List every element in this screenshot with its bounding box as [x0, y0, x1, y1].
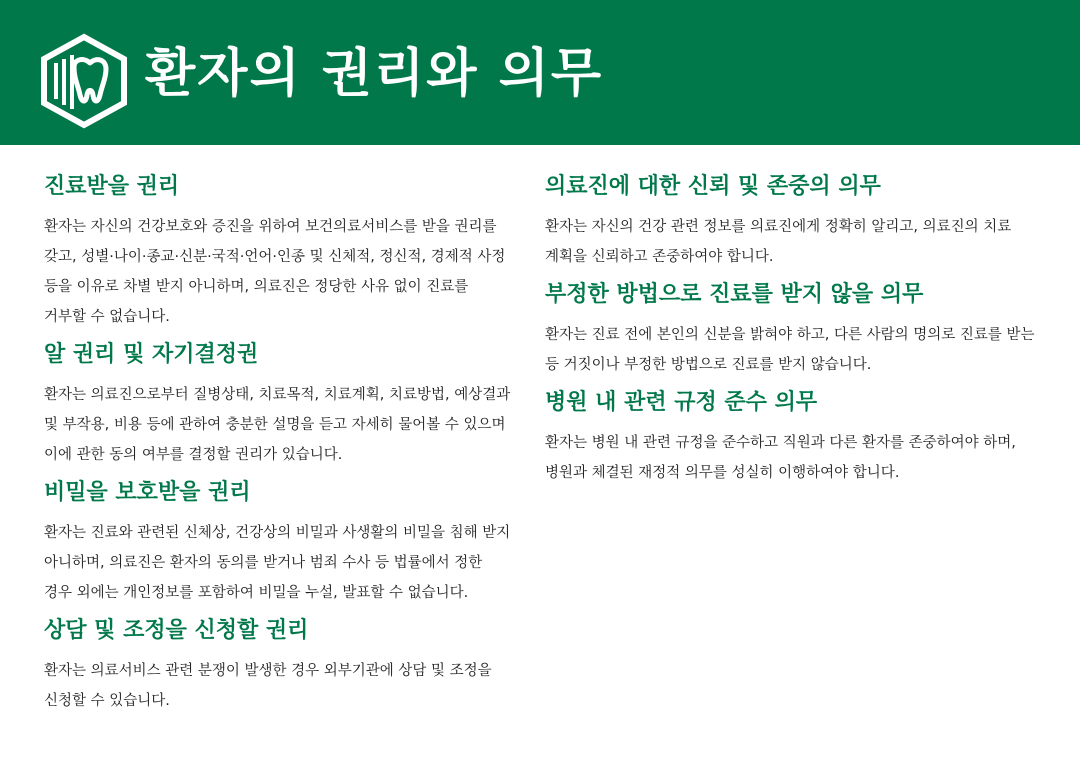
rights-column: [44, 170, 514, 722]
duty-section-honest-treatment: [545, 278, 1045, 380]
section-body: 환자는 병원 내 관련 규정을 준수하고 직원과 다른 환자를 존중하여야 하며, 병원과 체결된 재정적 의무를 성실히 이행하여야 합니다.: [545, 435, 1016, 481]
section-title: 병원 내 관련 규정 준수 의무: [545, 390, 818, 415]
right-section-mediation: [44, 614, 514, 716]
tooth-hexagon-icon: [40, 33, 128, 129]
section-body: 환자는 진료 전에 본인의 신분을 밝혀야 하고, 다른 사람의 명의로 진료를 받는 등 거짓이나 부정한 방법으로 진료를 받지 않습니다.: [545, 327, 1035, 373]
section-title: 상담 및 조정을 신청할 권리: [44, 618, 309, 643]
section-title: 진료받을 권리: [44, 174, 180, 199]
page-header: [0, 0, 1080, 145]
section-title: 의료진에 대한 신뢰 및 존중의 의무: [545, 174, 881, 199]
right-section-treatment: [44, 170, 514, 332]
section-body: 환자는 자신의 건강보호와 증진을 위하여 보건의료서비스를 받을 권리를 갖고, 성별·나이·종교·신분·국적·언어·인종 및 신체적, 정신적, 경제적 사정 등을 이유로 차별 받지 아니하며, 의료진은 정당한 사유 없이 진료를 거부할 수 없습니다.: [44, 219, 506, 325]
section-body: 환자는 의료서비스 관련 분쟁이 발생한 경우 외부기관에 상담 및 조정을 신청할 수 있습니다.: [44, 663, 492, 709]
section-title: 부정한 방법으로 진료를 받지 않을 의무: [545, 282, 924, 307]
section-body: 환자는 진료와 관련된 신체상, 건강상의 비밀과 사생활의 비밀을 침해 받지 아니하며, 의료진은 환자의 동의를 받거나 범죄 수사 등 법률에서 정한 경우 외에는 개인정보를 포함하여 비밀을 누설, 발표할 수 없습니다.: [44, 525, 511, 601]
duties-column: [545, 170, 1045, 494]
right-section-informed-consent: [44, 338, 514, 470]
duty-section-trust: [545, 170, 1045, 272]
right-section-privacy: [44, 476, 514, 608]
section-body: 환자는 의료진으로부터 질병상태, 치료목적, 치료계획, 치료방법, 예상결과 및 부작용, 비용 등에 관하여 충분한 설명을 듣고 자세히 물어볼 수 있으며 이에 관한 동의 여부를 결정할 권리가 있습니다.: [44, 387, 511, 463]
page-title: 환자의 권리와 의무: [145, 44, 604, 104]
section-title: 비밀을 보호받을 권리: [44, 480, 251, 505]
section-title: 알 권리 및 자기결정권: [44, 342, 259, 367]
duty-section-rules: [545, 386, 1045, 488]
section-body: 환자는 자신의 건강 관련 정보를 의료진에게 정확히 알리고, 의료진의 치료 계획을 신뢰하고 존중하여야 합니다.: [545, 219, 1012, 265]
